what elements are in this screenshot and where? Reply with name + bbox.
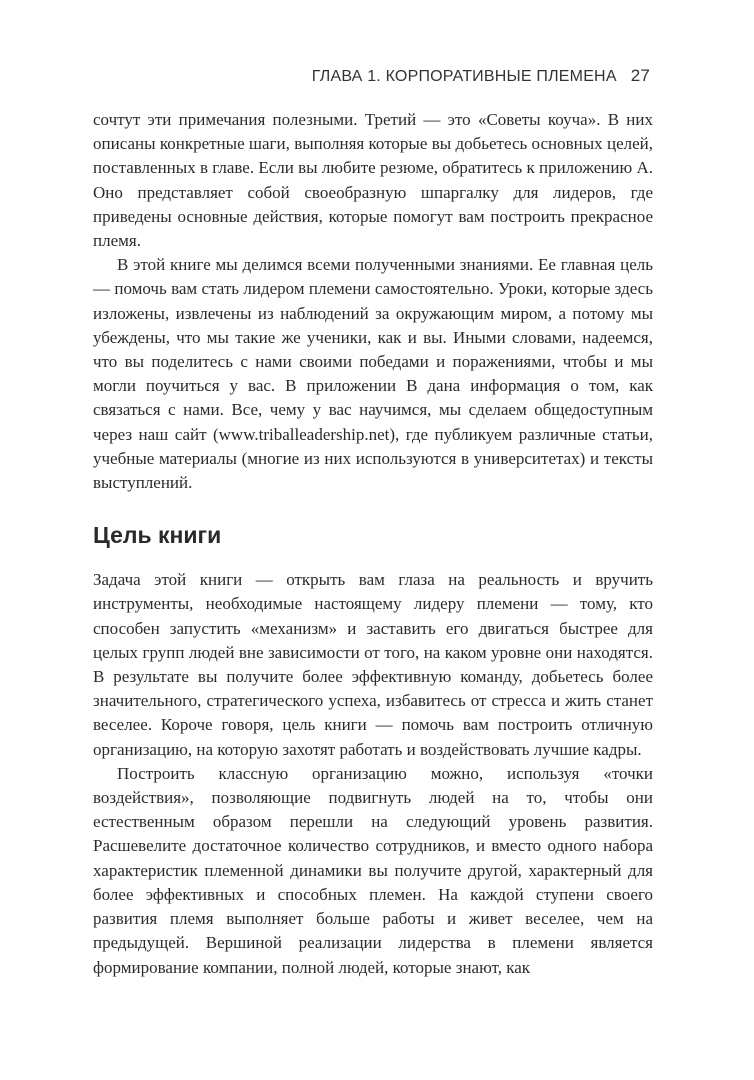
body-text: [93, 108, 653, 980]
page-number: 27: [630, 66, 650, 85]
paragraph: В этой книге мы делимся всеми полученными знаниями. Ее главная цель — помочь вам стать лидером племени самостоятельно. Уроки, которые здесь изложены, извлечены из наблюдений за окружающим миром, а потому мы убеждены, что мы такие же ученики, как и вы. Иными словами, надеемся, что вы поделитесь с нами своими победами и поражениями, чтобы и мы могли поучиться у вас. В приложении В дана информация о том, как связаться с нами. Все, чему у вас научимся, мы сделаем общедоступным через наш сайт (www.triballeadership.net), где публикуем различные статьи, учебные материалы (многие из них используются в университетах) и тексты выступлений.: [93, 255, 653, 493]
paragraph: Построить классную организацию можно, используя «точки воздействия», позволяющие подвигнуть людей на то, чтобы они естественным образом перешли на следующий уровень развития. Расшевелите достаточное количество сотрудников, и вместо одного набора характеристик племенной динамики вы получите другой, характерный для более эффективных и способных племен. На каждой ступени своего развития племя выполняет больше работы и живет веселее, чем на предыдущей. Вершиной реализации лидерства в племени является формирование компании, полной людей, которые знают, как: [93, 763, 653, 977]
chapter-title: ГЛАВА 1. КОРПОРАТИВНЫЕ ПЛЕМЕНА: [311, 68, 617, 85]
section-heading: Цель книги: [93, 522, 222, 549]
paragraph: Задача этой книги — открыть вам глаза на реальность и вручить инструменты, необходимые настоящему лидеру племени — тому, кто способен запустить «механизм» и заставить его двигаться быстрее для целых групп людей вне зависимости от того, на каком уровне они находятся. В результате вы получите более эффективную команду, добьетесь более значительного, стратегического успеха, избавитесь от стресса и жить станет веселее. Короче говоря, цель книги — помочь вам построить отличную организацию, на которую захотят работать и воздействовать лучшие кадры.: [93, 570, 653, 759]
paragraph-continued: сочтут эти примечания полезными. Третий — это «Советы коуча». В них описаны конкретные шаги, выполняя которые вы добьетесь основных целей, поставленных в главе. Если вы любите резюме, обратитесь к приложению А. Оно представляет собой своеобразную шпаргалку для лидеров, где приведены основные действия, которые помогут вам построить прекрасное племя.: [93, 110, 653, 251]
running-header: [312, 66, 650, 86]
